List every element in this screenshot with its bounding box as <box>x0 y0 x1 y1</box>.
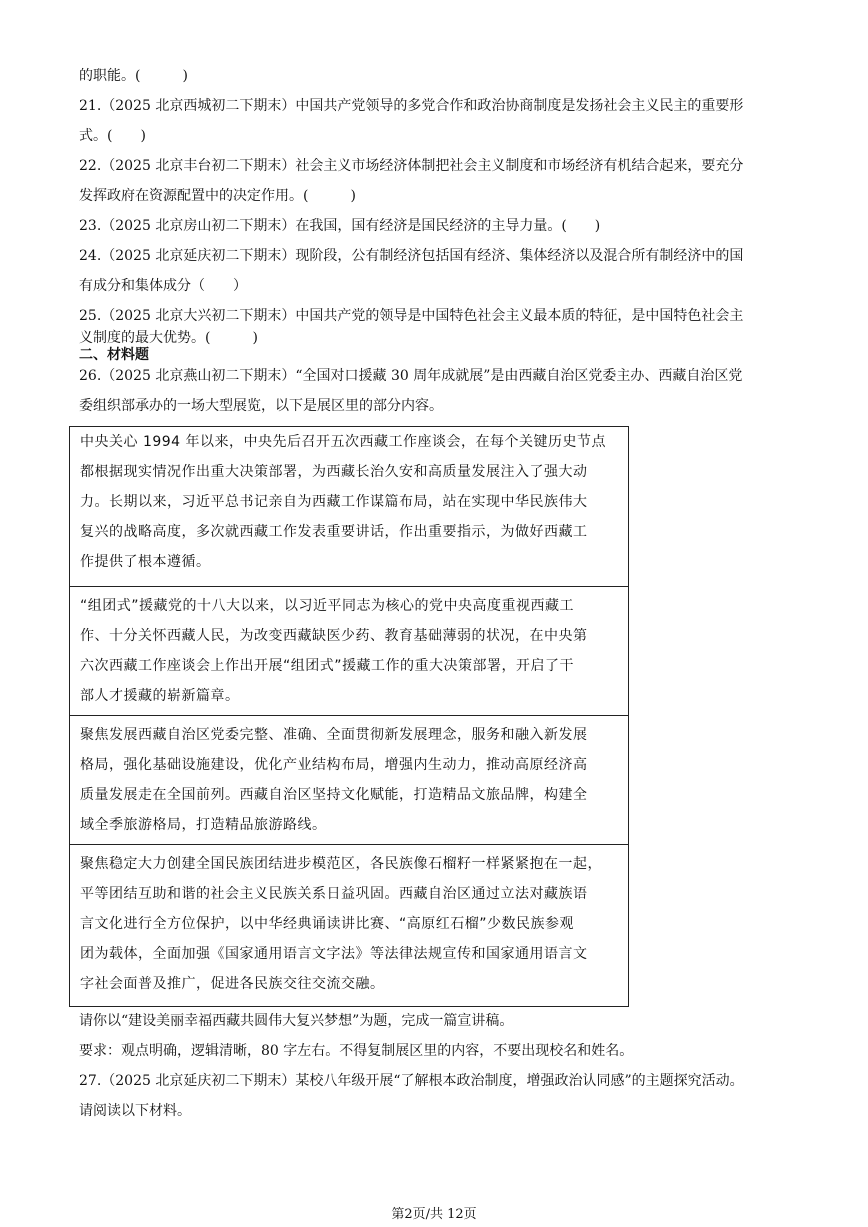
task-prompt-line: 请你以“建设美丽幸福西藏共圆伟大复兴梦想”为题，完成一篇宣讲稿。 <box>79 1013 514 1029</box>
task-prompt <box>79 1011 791 1061</box>
question-line: 式。( ) <box>79 128 146 144</box>
material-line: 质量发展走在全国前列。西藏自治区坚持文化赋能，打造精品文旅品牌，构建全 <box>80 787 588 803</box>
material-line: 字社会面普及推广，促进各民族交往交流交融。 <box>80 976 385 992</box>
material-line: 聚焦稳定大力创建全国民族团结进步模范区，各民族像石榴籽一样紧紧抱在一起， <box>80 856 602 872</box>
material-line: 部人才援藏的崭新篇章。 <box>80 688 240 704</box>
material-cell-central-care <box>70 426 628 586</box>
task-requirement-line: 要求：观点明确，逻辑清晰，80 字左右。不得复制展区里的内容，不要出现校名和姓名。 <box>79 1043 634 1059</box>
question-20-tail <box>79 66 791 86</box>
material-line: 团为载体，全面加强《国家通用语言文字法》等法律法规宣传和国家通用语言文 <box>80 946 588 962</box>
material-table <box>69 426 629 1007</box>
material-line: “组团式”援藏党的十八大以来，以习近平同志为核心的党中央高度重视西藏工 <box>80 598 575 614</box>
question-line: 24.（2025 北京延庆初二下期末）现阶段，公有制经济包括国有经济、集体经济以及混合所有制经济中的国 <box>79 248 744 264</box>
question-line: 22.（2025 北京丰台初二下期末）社会主义市场经济体制把社会主义制度和市场经济有机结合起来，要充分 <box>79 158 744 174</box>
question-line: 有成分和集体成分（ ） <box>79 278 247 294</box>
question-line: 请阅读以下材料。 <box>79 1103 191 1119</box>
material-line: 言文化进行全方位保护，以中华经典诵读讲比赛、“高原红石榴”少数民族参观 <box>80 916 575 932</box>
material-line: 复兴的战略高度，多次就西藏工作发表重要讲话，作出重要指示，为做好西藏工 <box>80 524 588 540</box>
material-line: 都根据现实情况作出重大决策部署，为西藏长治久安和高质量发展注入了强大动 <box>80 464 588 480</box>
page-footer: 第2页/共 12页 <box>391 1207 477 1222</box>
material-line: 格局，强化基础设施建设，优化产业结构布局，增强内生动力，推动高原经济高 <box>80 757 588 773</box>
material-cell-group-aid <box>70 586 628 715</box>
question-23 <box>79 216 791 236</box>
question-line: 委组织部承办的一场大型展览，以下是展区里的部分内容。 <box>79 398 443 414</box>
question-line: 发挥政府在资源配置中的决定作用。( ) <box>79 188 356 204</box>
question-line: 27.（2025 北京延庆初二下期末）某校八年级开展“了解根本政治制度，增强政治认同感”的主题探究活动。 <box>79 1073 744 1089</box>
material-line: 力。长期以来，习近平总书记亲自为西藏工作谋篇布局，站在实现中华民族伟大 <box>80 494 588 510</box>
question-line: 23.（2025 北京房山初二下期末）在我国，国有经济是国民经济的主导力量。( ) <box>79 218 601 234</box>
question-26 <box>79 366 791 416</box>
question-21 <box>79 96 791 146</box>
section-heading: 二、材料题 <box>79 347 149 363</box>
material-line: 中央关心 1994 年以来，中央先后召开五次西藏工作座谈会，在每个关键历史节点 <box>80 434 607 450</box>
question-22 <box>79 156 791 206</box>
question-line: 26.（2025 北京燕山初二下期末）“全国对口援藏 30 周年成就展”是由西藏自治区党委主办、西藏自治区党 <box>79 368 743 384</box>
material-line: 域全季旅游格局，打造精品旅游路线。 <box>80 817 327 833</box>
question-24 <box>79 246 791 296</box>
material-line: 聚焦发展西藏自治区党委完整、准确、全面贯彻新发展理念，服务和融入新发展 <box>80 727 588 743</box>
material-line: 六次西藏工作座谈会上作出开展“组团式”援藏工作的重大决策部署，开启了干 <box>80 658 575 674</box>
question-line: 21.（2025 北京西城初二下期末）中国共产党领导的多党合作和政治协商制度是发扬社会主义民主的重要形 <box>79 98 744 114</box>
question-line: 的职能。( ) <box>79 68 188 84</box>
material-line: 平等团结互助和谐的社会主义民族关系日益巩固。西藏自治区通过立法对藏族语 <box>80 886 588 902</box>
question-25 <box>79 306 791 348</box>
material-line: 作提供了根本遵循。 <box>80 554 211 570</box>
question-line: 25.（2025 北京大兴初二下期末）中国共产党的领导是中国特色社会主义最本质的特征，是中国特色社会主 <box>79 308 744 324</box>
question-27 <box>79 1071 791 1121</box>
question-line: 义制度的最大优势。( ) <box>79 330 258 346</box>
material-cell-development <box>70 715 628 844</box>
material-line: 作、十分关怀西藏人民，为改变西藏缺医少药、教育基础薄弱的状况，在中央第 <box>80 628 588 644</box>
material-cell-stability <box>70 844 628 1007</box>
